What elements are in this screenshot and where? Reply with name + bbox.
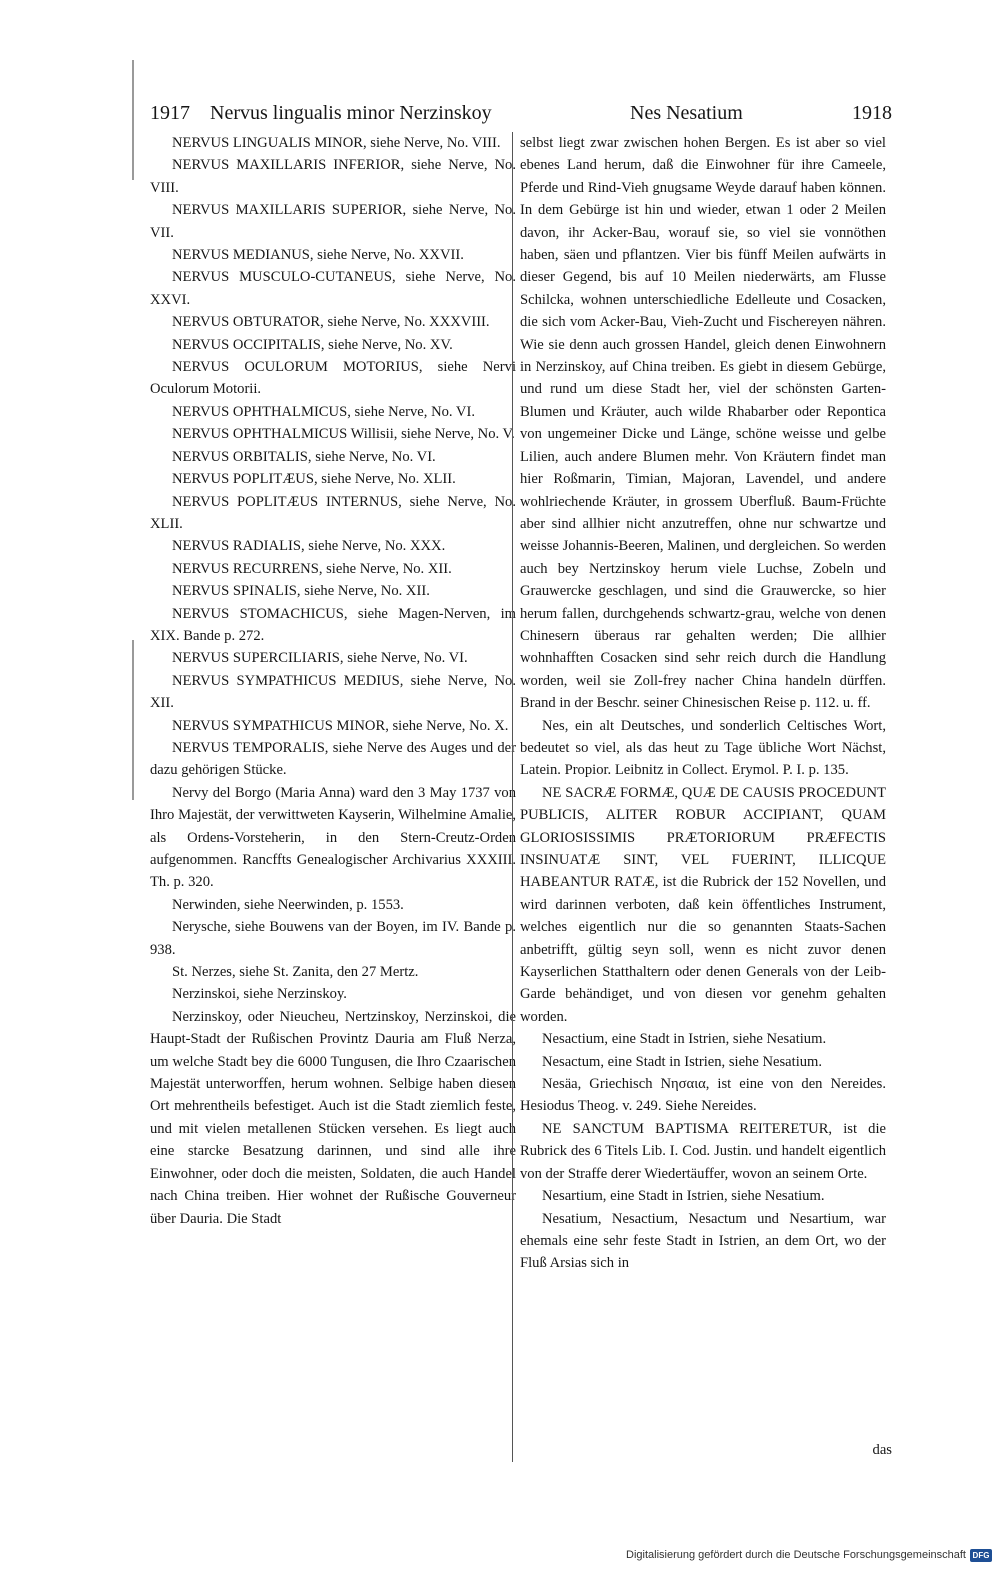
footer xyxy=(626,1544,992,1566)
entry: St. Nerzes, siehe St. Zanita, den 27 Mertz. xyxy=(172,964,419,981)
left-page-number: 1917 xyxy=(150,102,190,124)
column-divider xyxy=(512,132,513,1462)
entry: Nesatium, Nesactium, Nesactum und Nesartium, war ehemals eine sehr feste Stadt in Istrien, an dem Ort, wo der Fluß Arsias sich in xyxy=(520,1210,886,1272)
entry: NERVUS TEMPORALIS, siehe Nerve des Auges und der dazu gehörigen Stücke. xyxy=(150,739,516,779)
entry: NERVUS MUSCULO-CUTANEUS, siehe Nerve, No. XXVI. xyxy=(150,269,516,308)
entry: NERVUS ORBITALIS, siehe Nerve, No. VI. xyxy=(172,448,436,465)
scan-edge-mark xyxy=(132,640,134,800)
entry: NE SACRÆ FORMÆ, QUÆ DE CAUSIS PROCEDUNT PUBLICIS, ALITER ROBUR ACCIPIANT, QUAM GLORIOSISSIMIS PRÆTORIORUM PRÆFECTIS INSINUATÆ SINT, VEL FUERINT, ILLICQUE HABEANTUR RATÆ, ist die Rubrick der 152 Novellen, und wird darinnen verboten, daß kein öffentliches Instrument, welches eigentlich nur die so genannten Staats-Sachen anbetrifft, gültig seyn soll, wenn es nicht zuvor denen Kayserlichen Statthaltern oder denen Generals von der Leib-Garde behändiget, und von diesen vor genehm gehalten worden. xyxy=(520,784,886,1025)
entry: NERVUS OPHTHALMICUS, siehe Nerve, No. VI. xyxy=(172,403,475,420)
entry: NERVUS POPLITÆUS INTERNUS, siehe Nerve, No. XLII. xyxy=(150,493,516,532)
right-running-title: Nes Nesatium xyxy=(630,102,743,124)
scan-edge-mark xyxy=(132,60,134,180)
entry: NERVUS RADIALIS, siehe Nerve, No. XXX. xyxy=(172,538,446,555)
entry: NERVUS MAXILLARIS INFERIOR, siehe Nerve, No. VIII. xyxy=(150,157,516,196)
entry: NERVUS SPINALIS, siehe Nerve, No. XII. xyxy=(172,583,430,600)
entry: NERVUS STOMACHICUS, siehe Magen-Nerven, im XIX. Bande p. 272. xyxy=(150,605,516,644)
entry: Nerzinskoi, siehe Nerzinskoy. xyxy=(172,986,347,1003)
funding-note: Digitalisierung gefördert durch die Deutsche Forschungsgemeinschaft xyxy=(626,1549,966,1561)
entry: NERVUS POPLITÆUS, siehe Nerve, No. XLII. xyxy=(172,471,456,488)
entry: Nesactum, eine Stadt in Istrien, siehe Nesatium. xyxy=(542,1053,823,1070)
entry: NERVUS RECURRENS, siehe Nerve, No. XII. xyxy=(172,560,452,577)
entry: NERVUS OCULORUM MOTORIUS, siehe Nervi Oculorum Motorii. xyxy=(150,359,516,398)
entry: Nesäa, Griechisch Νησαια, ist eine von den Nereides. Hesiodus Theog. v. 249. Siehe Nereides. xyxy=(520,1076,886,1115)
left-column xyxy=(150,132,516,1230)
entry: Nerwinden, siehe Neerwinden, p. 1553. xyxy=(172,896,404,913)
entry: NERVUS OBTURATOR, siehe Nerve, No. XXXVIII. xyxy=(172,314,490,331)
running-header xyxy=(150,100,892,130)
dfg-logo-icon: DFG xyxy=(970,1549,992,1562)
right-page-number: 1918 xyxy=(852,102,892,124)
entry: Nesactium, eine Stadt in Istrien, siehe Nesatium. xyxy=(542,1031,827,1048)
right-column xyxy=(520,132,886,1275)
entry: selbst liegt zwar zwischen hohen Bergen. Es ist aber so viel ebenes Land herum, daß die Einwohner für ihre Cameele, Pferde und Rind-Vieh gnugsame Weyde darauf haben können. In dem Gebürge ist hin und wieder, etwan 1 oder 2 Meilen davon, ihr Acker-Bau, worauf sie, so viel sie vonnöthen haben, säen und pflantzen. Vier bis fünff Meilen aufwärts in dieser Gegend, bis auf 10 Meilen niederwärts, am Flusse Schilcka, wohnen unterschiedliche Edelleute und Cosacken, die sich vom Acker-Bau, Vieh-Zucht und Fischereyen nähren. Wie sie denn auch grossen Handel, gleich denen Einwohnern in Nerzinskoy, auf China treiben. Es giebt in diesem Gebürge, und rund um diese Stadt her, viel der schönsten Garten-Blumen und Kräuter, auch wilde Rhabarber oder Repontica von ungemeiner Dicke und Länge, schöne weisse und gelbe Lilien, auch andere Blumen mehr. Von Kräutern findet man hier Roßmarin, Timian, Majoran, Lavendel, und andere wohlriechende Kräuter, in grossem Uberfluß. Baum-Früchte aber sind allhier nicht anzutreffen, ohne nur schwartze und weisse Johannis-Beeren, Malinen, und dergleichen. So werden auch bey Nertzinskoy herum viele Luchse, Zobeln und Grauwercke geschlagen, und sind die Grauwercke, so hier herum fallen, durchgehends schwartz-grau, welche von denen Chinesern überaus rar gehalten werden; Die allhier wohnhafften Cosacken sind sehr reich durch die Handlung worden, weil sie Zoll-frey nacher China handeln dürffen. Brand in der Beschr. seiner Chinesischen Reise p. 112. u. ff. xyxy=(520,135,886,712)
entry: NERVUS OPHTHALMICUS Willisii, siehe Nerve, No. V. xyxy=(172,426,515,443)
entry: NERVUS MEDIANUS, siehe Nerve, No. XXVII. xyxy=(172,247,464,264)
entry: NERVUS MAXILLARIS SUPERIOR, siehe Nerve, No. VII. xyxy=(150,202,516,241)
entry: NERVUS OCCIPITALIS, siehe Nerve, No. XV. xyxy=(172,336,453,353)
left-running-title: Nervus lingualis minor Nerzinskoy xyxy=(210,102,492,124)
entry: NERVUS SUPERCILIARIS, siehe Nerve, No. VI. xyxy=(172,650,468,667)
entry: Nerysche, siehe Bouwens van der Boyen, im IV. Bande p. 938. xyxy=(150,919,516,958)
entry: Nes, ein alt Deutsches, und sonderlich Celtisches Wort, bedeutet so viel, als das heut zu Tage übliche Wort Nächst, Latein. Propior. Leibnitz in Collect. Erymol. P. I. p. 135. xyxy=(520,717,886,779)
catchword: das xyxy=(872,1442,892,1458)
entry: Nerzinskoy, oder Nieucheu, Nertzinskoy, Nerzinskoi, die Haupt-Stadt der Rußischen Provintz Dauria am Fluß Nerza, um welche Stadt bey die 6000 Tungusen, die Ihro Czaarischen Majestät unterworffen, herum wohnen. Selbige haben diesen Ort mehrentheils befestiget. Auch ist die Stadt ziemlich feste, und mit vielen metallenen Stücken versehen. Es liegt auch eine starcke Besatzung darinnen, und sind alle ihre Einwohner, oder doch die meisten, Soldaten, die auch Handel nach China treiben. Hier wohnet der Rußische Gouverneur über Dauria. Die Stadt xyxy=(150,1008,516,1227)
entry: Nervy del Borgo (Maria Anna) ward den 3 May 1737 von Ihro Majestät, der verwittweten Kayserin, Wilhelmine Amalie, als Ordens-Vorsteherin, in den Stern-Creutz-Orden aufgenommen. Rancffts Genealogischer Archivarius XXXIII. Th. p. 320. xyxy=(150,784,516,891)
entry: NERVUS LINGUALIS MINOR, siehe Nerve, No. VIII. xyxy=(172,135,501,151)
entry: NERVUS SYMPATHICUS MEDIUS, siehe Nerve, No. XII. xyxy=(150,672,516,712)
entry: NERVUS SYMPATHICUS MINOR, siehe Nerve, No. X. xyxy=(172,717,509,734)
entry: Nesartium, eine Stadt in Istrien, siehe Nesatium. xyxy=(542,1188,825,1205)
entry: NE SANCTUM BAPTISMA REITERETUR, ist die Rubrick des 6 Titels Lib. I. Cod. Justin. und handelt eigentlich von der Straffe derer Wiedertäuffer, wovon an seinem Orte. xyxy=(520,1120,886,1182)
